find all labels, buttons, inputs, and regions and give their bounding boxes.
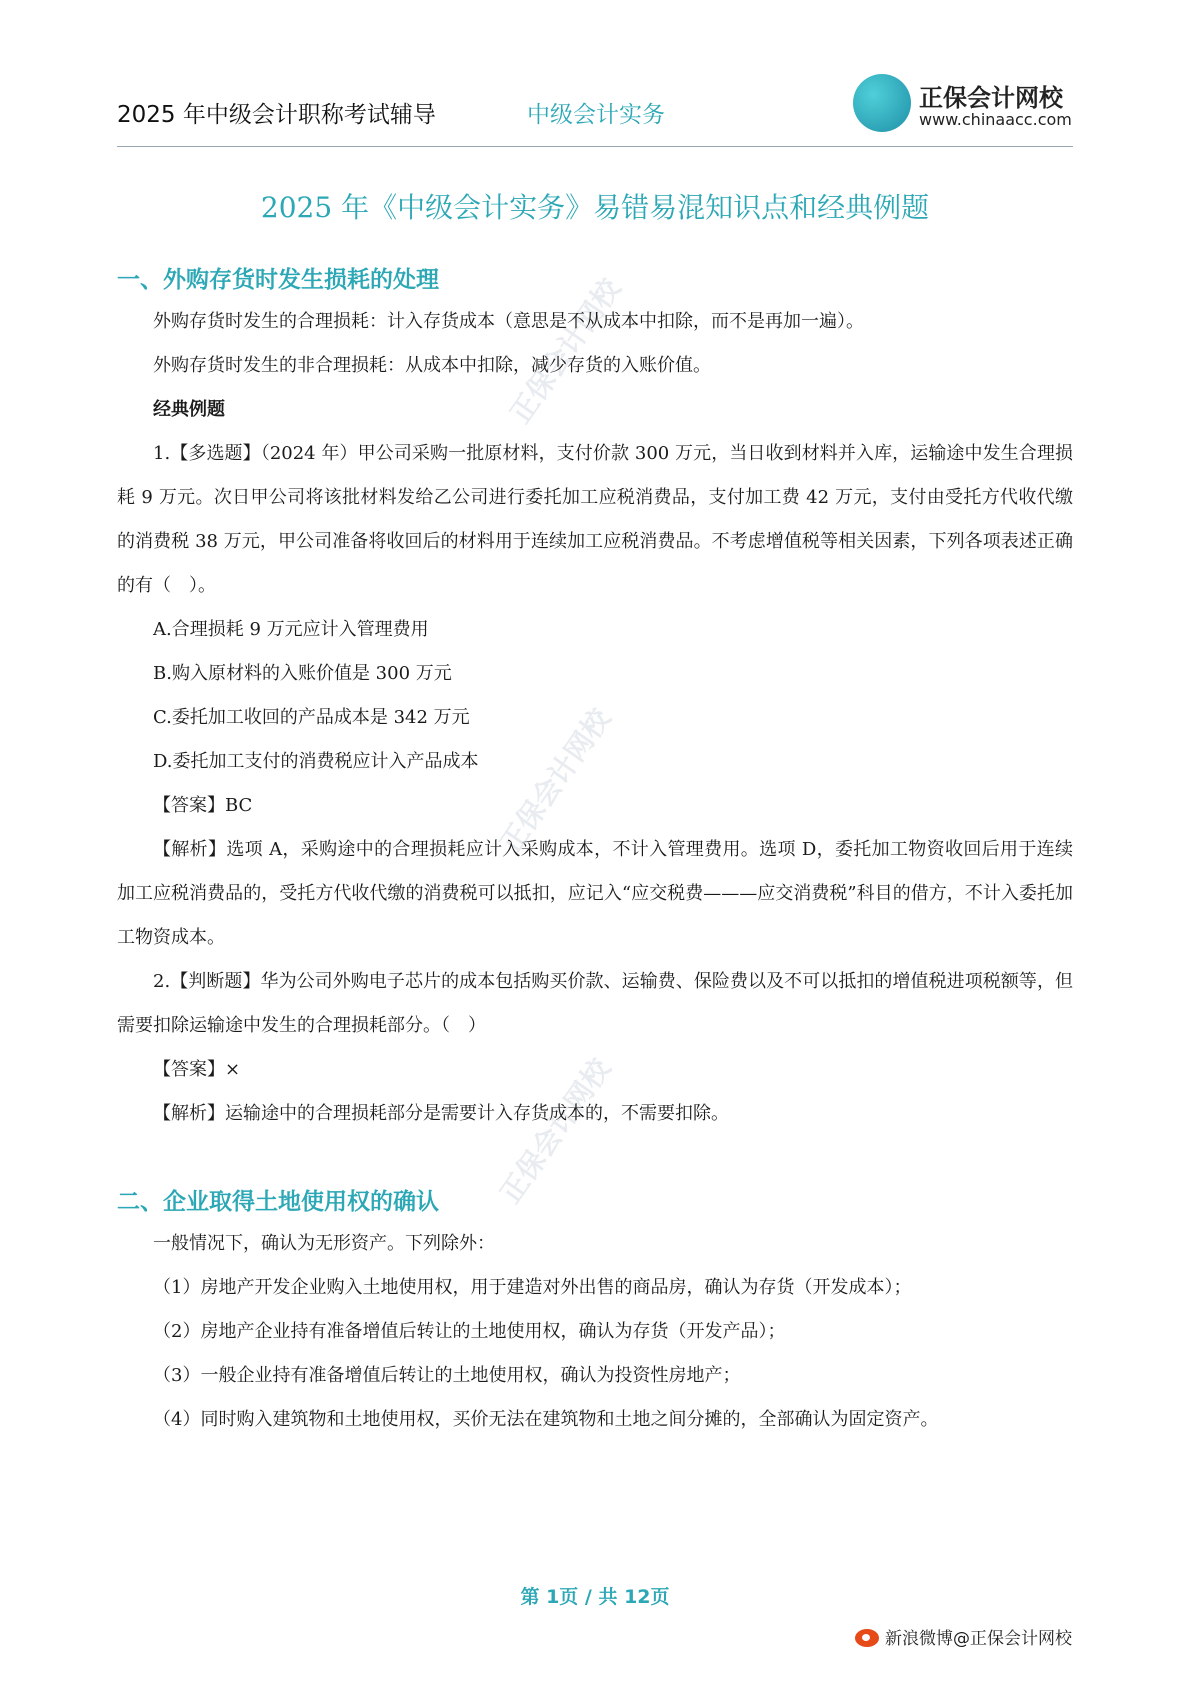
list-item: （4）同时购入建筑物和土地使用权，买价无法在建筑物和土地之间分摊的，全部确认为固定资产。: [153, 1409, 939, 1430]
watermark-logo: 正保会计网校: [493, 1052, 617, 1210]
question-2: 2.【判断题】华为公司外购电子芯片的成本包括购买价款、运输费、保险费以及不可以抵扣的增值税进项税额等，但需要扣除运输途中发生的合理损耗部分。（ ）: [117, 971, 1073, 1036]
document-body: [117, 260, 1073, 1442]
explanation-2: 【解析】运输途中的合理损耗部分是需要计入存货成本的，不需要扣除。: [153, 1103, 729, 1124]
question-1: 1.【多选题】（2024 年）甲公司采购一批原材料，支付价款 300 万元，当日收到材料并入库，运输途中发生合理损耗 9 万元。次日甲公司将该批材料发给乙公司进行委托加工应税消费品，支付加工费 42 万元，支付由受托方代收代缴的消费税 38 万元，甲公司准备将收回后的材料用于连续加工应税消费品。不考虑增值税等相关因素，下列各项表述正确的有（ ）。: [117, 443, 1073, 596]
page-header: [117, 66, 1073, 147]
logo-name: 正保会计网校: [919, 84, 1063, 112]
option-d: D.委托加工支付的消费税应计入产品成本: [153, 751, 479, 772]
option-a: A.合理损耗 9 万元应计入管理费用: [153, 619, 429, 640]
document-title: 2025 年《中级会计实务》易错易混知识点和经典例题: [260, 191, 930, 224]
option-b: B.购入原材料的入账价值是 300 万元: [153, 663, 452, 684]
list-item: （1）房地产开发企业购入土地使用权，用于建造对外出售的商品房，确认为存货（开发成本）；: [153, 1277, 912, 1298]
header-subject: 中级会计实务: [527, 102, 665, 128]
brand-logo: [853, 74, 1073, 138]
paragraph: 一般情况下，确认为无形资产。下列除外：: [153, 1233, 495, 1254]
weibo-text: 新浪微博@正保会计网校: [885, 1629, 1072, 1649]
list-item: （3）一般企业持有准备增值后转让的土地使用权，确认为投资性房地产；: [153, 1365, 741, 1386]
list-item: （2）房地产企业持有准备增值后转让的土地使用权，确认为存货（开发产品）；: [153, 1321, 786, 1342]
answer-2: 【答案】×: [153, 1059, 241, 1080]
watermark-logo: 正保会计网校: [503, 272, 627, 430]
section-heading: 一、外购存货时发生损耗的处理: [117, 267, 439, 293]
answer-1: 【答案】BC: [153, 795, 253, 816]
logo-url: www.chinaacc.com: [919, 110, 1072, 129]
examples-label: 经典例题: [153, 399, 225, 420]
paragraph: 外购存货时发生的非合理损耗：从成本中扣除，减少存货的入账价值。: [153, 355, 711, 376]
logo-icon: [853, 74, 911, 132]
page-number: 第 1页 / 共 12页: [520, 1586, 670, 1608]
option-c: C.委托加工收回的产品成本是 342 万元: [153, 707, 470, 728]
weibo-credit: [855, 1624, 1072, 1649]
explanation-1: 【解析】选项 A，采购途中的合理损耗应计入采购成本，不计入管理费用。选项 D，委托加工物资收回后用于连续加工应税消费品的，受托方代收代缴的消费税可以抵扣，应记入“应交税费———应交消费税”科目的借方，不计入委托加工物资成本。: [117, 839, 1073, 948]
section-heading: 二、企业取得土地使用权的确认: [117, 1189, 439, 1215]
header-exam-title: 2025 年中级会计职称考试辅导: [117, 102, 436, 128]
paragraph: 外购存货时发生的合理损耗：计入存货成本（意思是不从成本中扣除，而不是再加一遍）。: [153, 311, 864, 332]
watermark-logo: 正保会计网校: [493, 702, 617, 860]
weibo-icon: [855, 1629, 879, 1647]
